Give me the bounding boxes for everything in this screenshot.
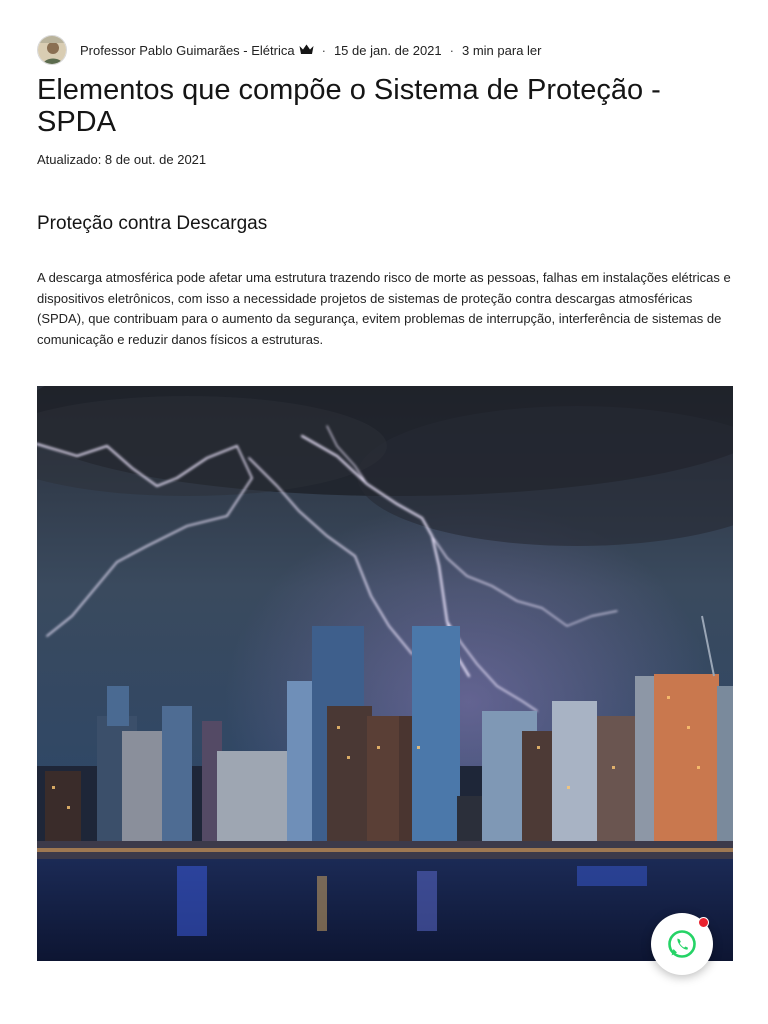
- meta-separator: ·: [321, 42, 326, 58]
- author-name-link[interactable]: [80, 43, 314, 58]
- section-heading: Proteção contra Descargas: [37, 213, 268, 234]
- crown-icon: [299, 44, 314, 55]
- post-date: 15 de jan. de 2021: [333, 42, 442, 58]
- read-time: 3 min para ler: [462, 42, 542, 58]
- avatar-image: [38, 36, 67, 65]
- post-meta: [37, 34, 541, 66]
- meta-separator: ·: [449, 42, 454, 58]
- whatsapp-chat-button[interactable]: [651, 913, 713, 975]
- notification-dot: [698, 917, 709, 928]
- post-paragraph: A descarga atmosférica pode afetar uma estrutura trazendo risco de morte as pessoas, falhas em instalações elétricas e dispositivos eletrônicos, com isso a necessidade projetos de sistemas de proteção contra descargas atmosféricas (SPDA), que contribuam para o aumento da segurança, evitem problemas de interrupção, interferência de sistemas de comunicação e reduzir danos físicos a estruturas.: [37, 270, 731, 347]
- whatsapp-icon: [665, 927, 699, 961]
- author-name[interactable]: Professor Pablo Guimarães - Elétrica: [80, 42, 295, 58]
- author-avatar[interactable]: [37, 35, 67, 65]
- city-lightning-illustration: [37, 386, 733, 961]
- post-title: Elementos que compõe o Sistema de Proteção - SPDA: [37, 74, 661, 138]
- lightning-city-image: [37, 386, 733, 961]
- updated-date: Atualizado: 8 de out. de 2021: [37, 152, 207, 167]
